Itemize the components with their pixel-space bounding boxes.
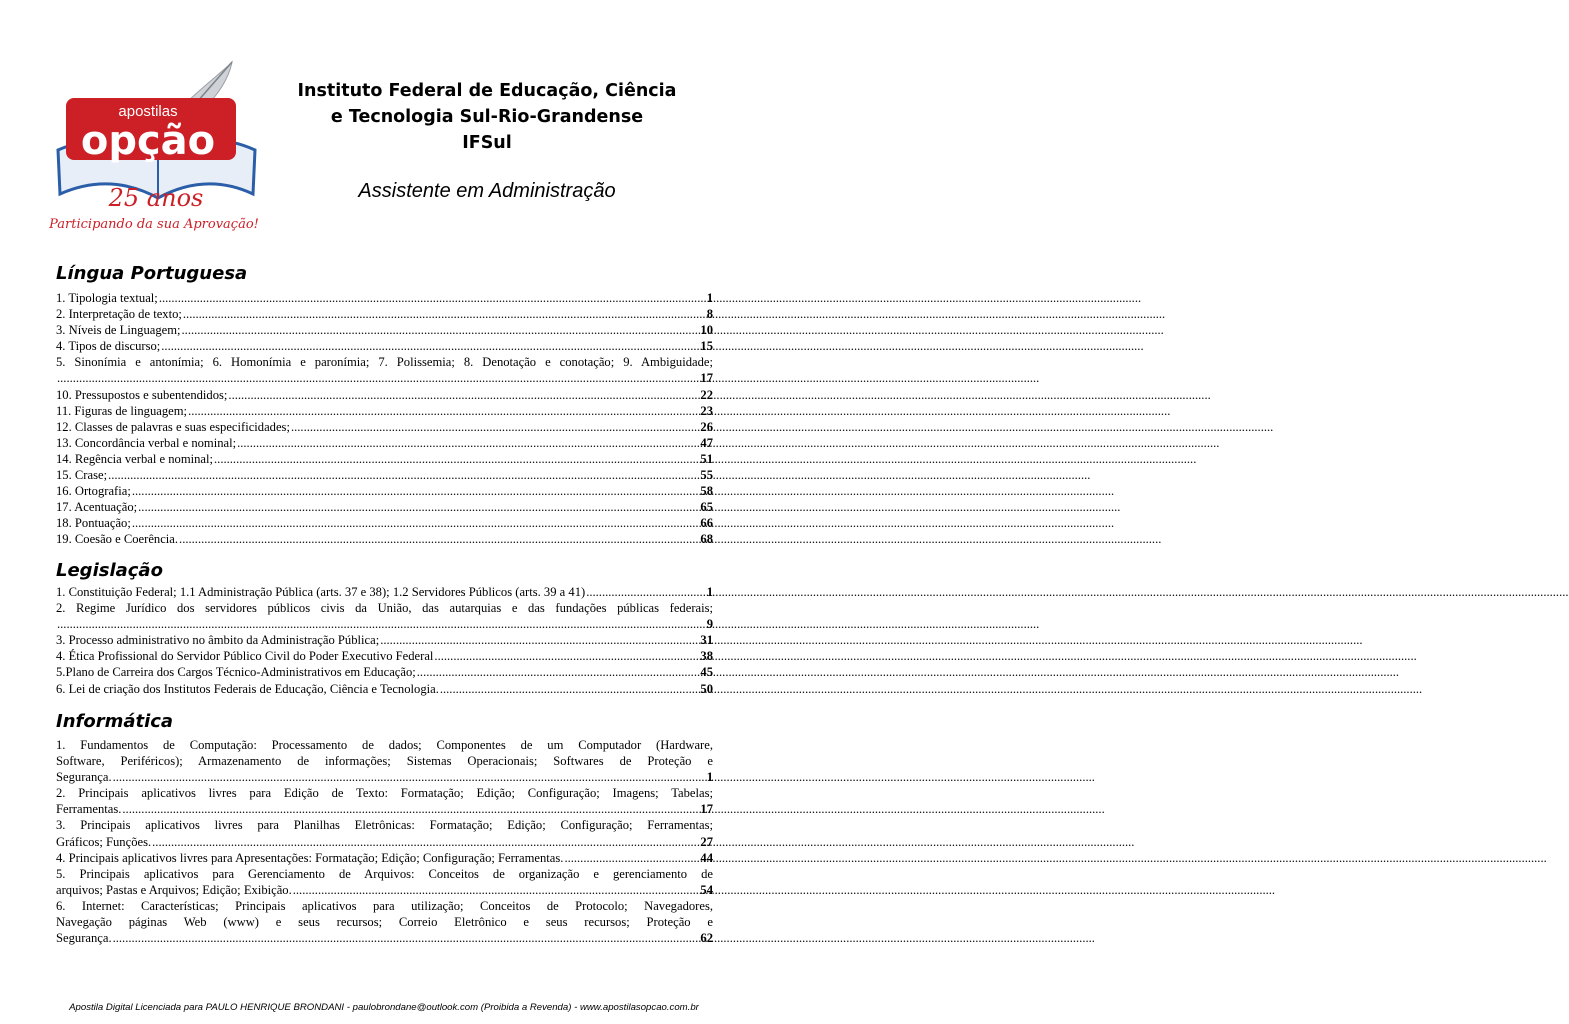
toc-item: 16. Ortografia; ..... 58 bbox=[56, 483, 713, 499]
toc-item: 4. Principais aplicativos livres para Apresentações: Formatação; Edição; Configuração; Ferramentas. ..... 44 bbox=[56, 850, 713, 866]
toc-portugues bbox=[56, 290, 713, 548]
toc-item: 10. Pressupostos e subentendidos; ..... 22 bbox=[56, 387, 713, 403]
logo-top-text: apostilas bbox=[118, 103, 178, 120]
toc-item: 6. Internet: Características; Principais aplicativos para utilização; Conceitos de Protocolo; Navegadores, Navegação páginas Web (www) e seus recursos; Correio Eletrônico e seus recursos; Proteção e Segurança. ..... 62 bbox=[56, 898, 713, 946]
license-footer: Apostila Digital Licenciada para PAULO HENRIQUE BRONDANI - paulobrondane@outlook.com (Proibida a Revenda) - www.apostilasopcao.com.br bbox=[69, 1002, 699, 1013]
logo-brand: opção bbox=[80, 118, 216, 164]
toc-item: 5. Principais aplicativos para Gerenciamento de Arquivos: Conceitos de organização e gerenciamento de arquivos; Pastas e Arquivos; Edição; Exibição. ..... 54 bbox=[56, 866, 713, 898]
section-title-portugues: Língua Portuguesa bbox=[56, 263, 248, 284]
toc-item: 2. Principais aplicativos livres para Edição de Texto: Formatação; Edição; Configuração; Imagens; Tabelas; Ferramentas. ..... 17 bbox=[56, 785, 713, 817]
toc-item: 15. Crase; ..... 55 bbox=[56, 467, 713, 483]
toc-item: 11. Figuras de linguagem; ..... 23 bbox=[56, 403, 713, 419]
toc-legislacao bbox=[56, 584, 713, 697]
toc-item: 14. Regência verbal e nominal; ..... 51 bbox=[56, 451, 713, 467]
toc-item: 1. Tipologia textual; ..... 1 bbox=[56, 290, 713, 306]
toc-item: 19. Coesão e Coerência. ..... 68 bbox=[56, 531, 713, 547]
toc-item: 3. Processo administrativo no âmbito da Administração Pública; ..... 31 bbox=[56, 632, 713, 648]
toc-item: 4. Ética Profissional do Servidor Público Civil do Poder Executivo Federal ..... 38 bbox=[56, 648, 713, 664]
logo-tagline: Participando da sua Aprovação! bbox=[49, 217, 259, 232]
institution-line-1: Instituto Federal de Educação, Ciência bbox=[297, 81, 677, 101]
toc-informatica bbox=[56, 737, 713, 946]
section-title-informatica: Informática bbox=[56, 711, 174, 732]
toc-item: 18. Pontuação; ..... 66 bbox=[56, 515, 713, 531]
toc-item: 17. Acentuação; ..... 65 bbox=[56, 499, 713, 515]
institution-acronym: IFSul bbox=[462, 133, 512, 153]
toc-item: 4. Tipos de discurso; ..... 15 bbox=[56, 338, 713, 354]
institution-line-2: e Tecnologia Sul-Rio-Grandense bbox=[330, 107, 644, 127]
toc-item: 13. Concordância verbal e nominal; ..... 47 bbox=[56, 435, 713, 451]
apostilas-opcao-logo bbox=[50, 58, 260, 238]
toc-item: 5. Sinonímia e antonímia; 6. Homonímia e paronímia; 7. Polissemia; 8. Denotação e conotação; 9. Ambiguidade; ..... 17 bbox=[56, 354, 713, 386]
toc-item: 2. Interpretação de texto; ..... 8 bbox=[56, 306, 713, 322]
toc-item: 6. Lei de criação dos Institutos Federais de Educação, Ciência e Tecnologia. ..... 50 bbox=[56, 681, 713, 697]
section-title-legislacao: Legislação bbox=[56, 560, 163, 581]
institution-header bbox=[262, 78, 712, 156]
toc-item: 3. Níveis de Linguagem; ..... 10 bbox=[56, 322, 713, 338]
toc-item: 12. Classes de palavras e suas especificidades; ..... 26 bbox=[56, 419, 713, 435]
toc-item: 5.Plano de Carreira dos Cargos Técnico-Administrativos em Educação; ..... 45 bbox=[56, 664, 713, 680]
toc-item: 2. Regime Jurídico dos servidores públicos civis da União, das autarquias e das fundações públicas federais; ..... 9 bbox=[56, 600, 713, 632]
logo-years: 25 anos bbox=[108, 184, 204, 212]
toc-item: 3. Principais aplicativos livres para Planilhas Eletrônicas: Formatação; Edição; Configuração; Ferramentas; Gráficos; Funções. ..... 27 bbox=[56, 817, 713, 849]
position-title: Assistente em Administração bbox=[358, 180, 616, 202]
toc-item: 1. Constituição Federal; 1.1 Administração Pública (arts. 37 e 38); 1.2 Servidores Públicos (arts. 39 a 41) ..... 1 bbox=[56, 584, 713, 600]
toc-item: 1. Fundamentos de Computação: Processamento de dados; Componentes de um Computador (Hardware, Software, Periféricos); Armazenamento de informações; Sistemas Operacionais; Softwares de Proteção e Segurança. ..... 1 bbox=[56, 737, 713, 785]
